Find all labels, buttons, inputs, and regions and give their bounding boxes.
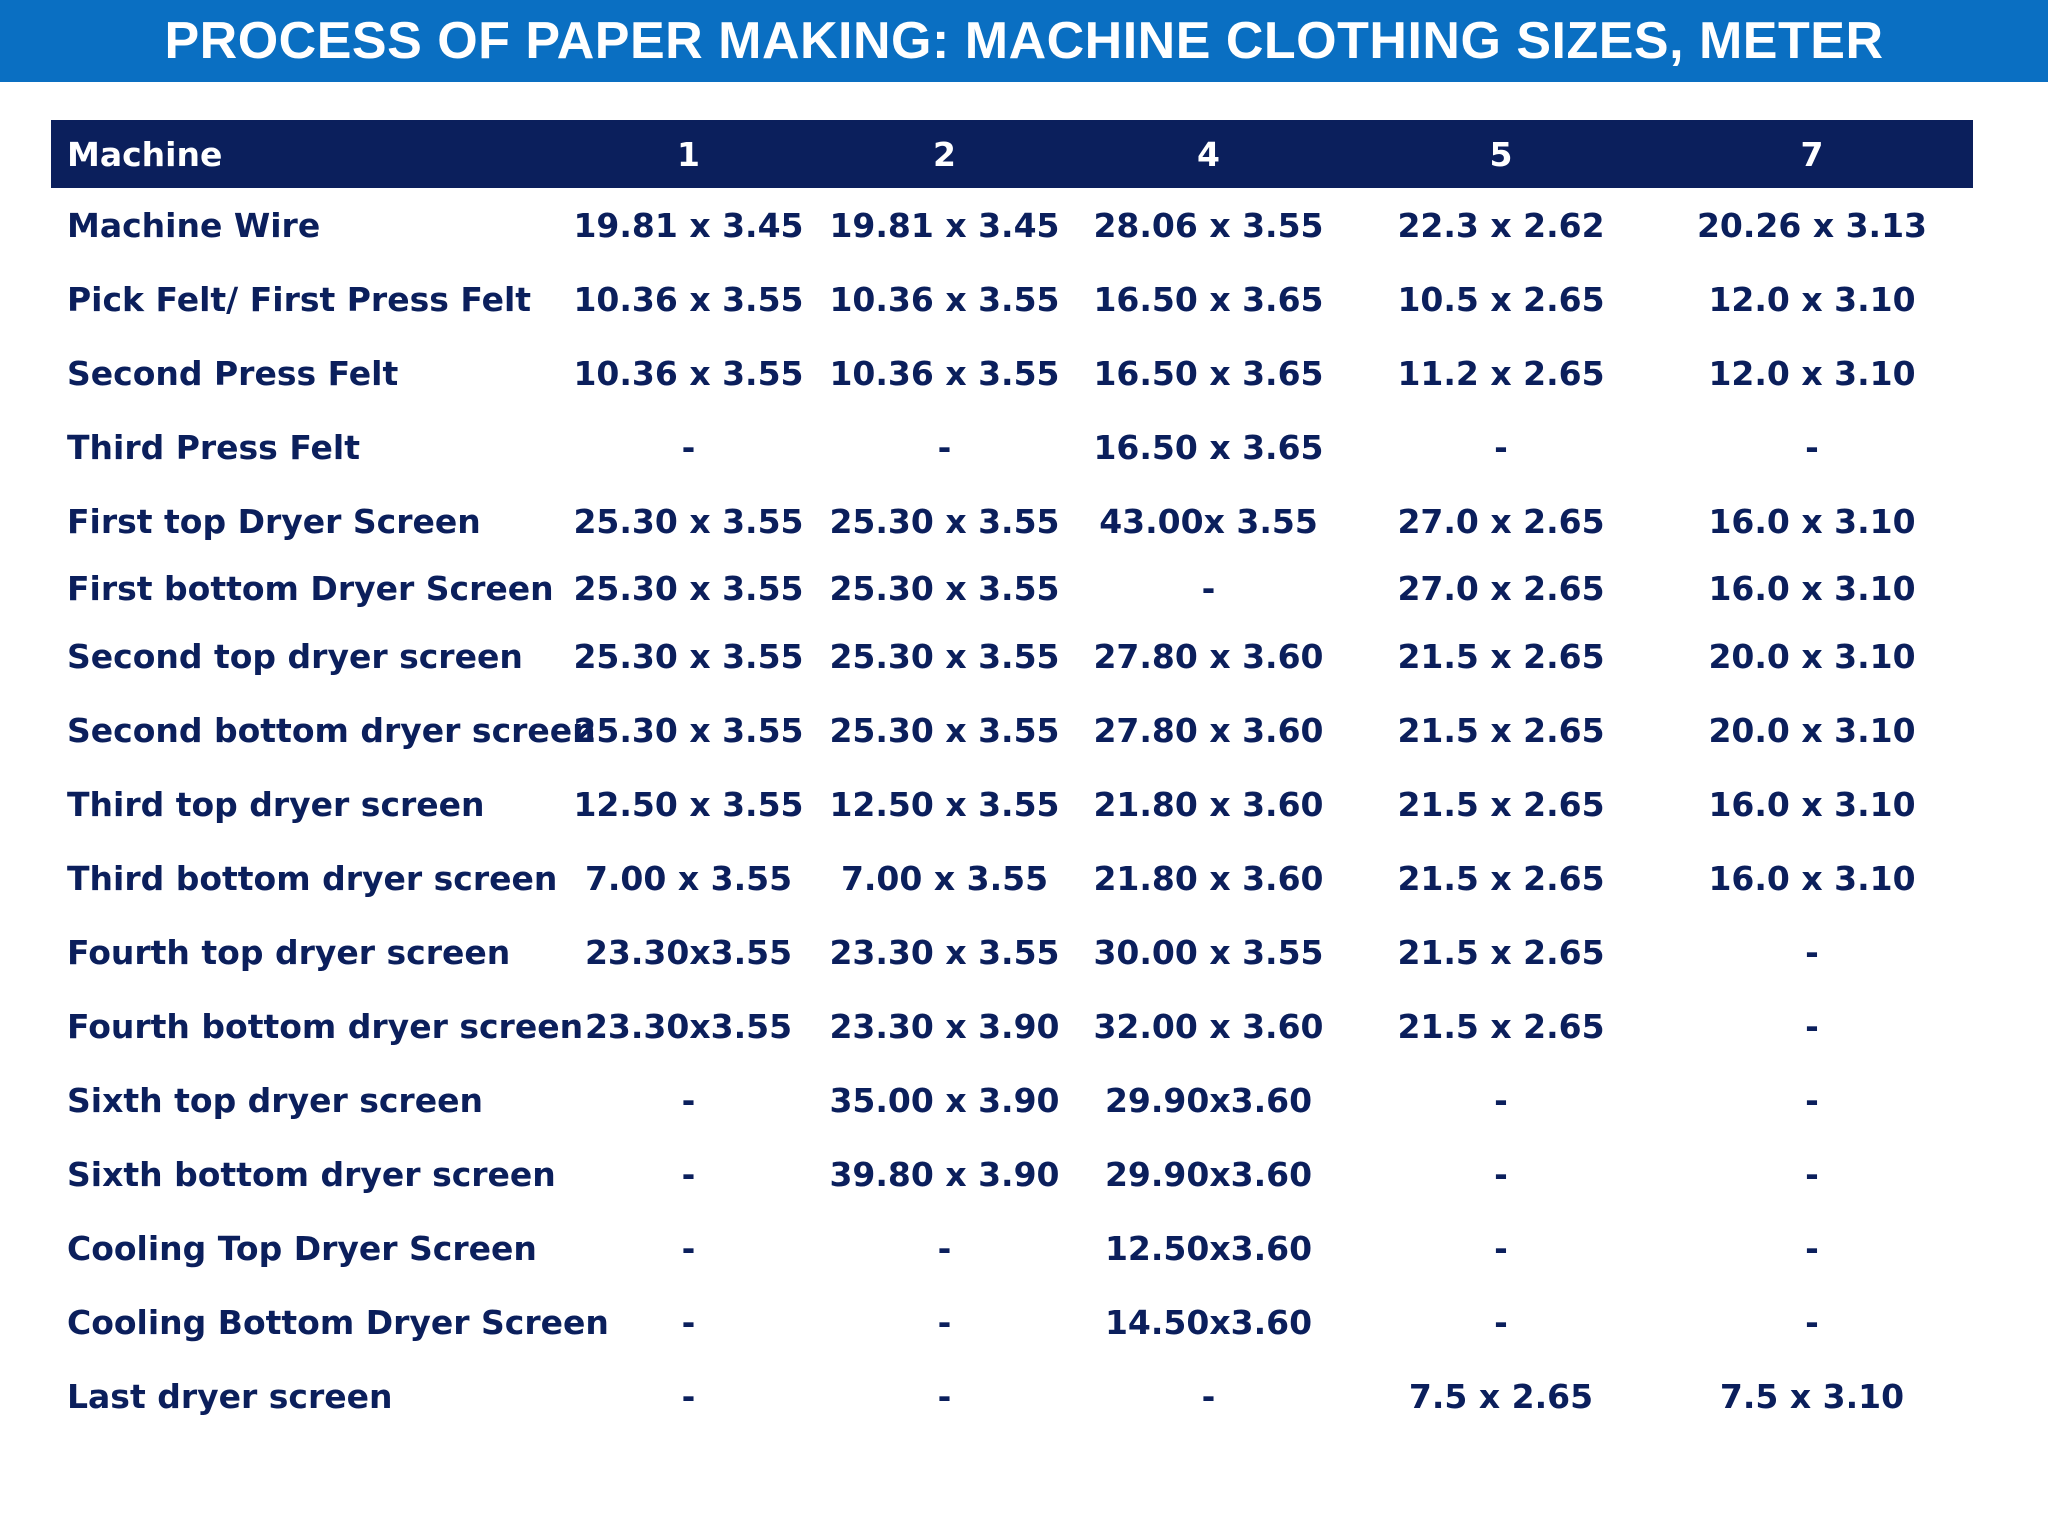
size-cell: 28.06 x 3.55 [1093,205,1324,245]
size-cell: - [681,1228,696,1268]
table-row [51,262,1973,336]
size-cell: - [681,1080,696,1120]
size-cell: 12.0 x 3.10 [1708,353,1916,393]
row-label: Sixth bottom dryer screen [67,1154,556,1194]
size-cell: - [681,427,696,467]
size-cell: 7.00 x 3.55 [840,858,1049,898]
size-cell: - [1494,427,1508,467]
size-cell: 21.5 x 2.65 [1397,932,1605,972]
row-label: First top Dryer Screen [67,501,481,541]
size-cell: 23.30 x 3.90 [829,1006,1060,1046]
size-cell: 27.80 x 3.60 [1093,636,1324,676]
table-row [51,558,1973,619]
header-machine-2: 2 [933,134,956,174]
header-machine: Machine [67,134,223,174]
size-cell: - [681,1302,696,1342]
size-cell: - [1805,1154,1819,1194]
size-cell: 22.3 x 2.62 [1397,205,1605,245]
size-cell: 25.30 x 3.55 [573,636,804,676]
size-cell: - [1201,569,1216,608]
size-cell: 43.00x 3.55 [1099,501,1318,541]
size-cell: 25.30 x 3.55 [829,501,1060,541]
size-cell: 10.36 x 3.55 [829,279,1060,319]
table-row [51,619,1973,693]
size-cell: 32.00 x 3.60 [1093,1006,1324,1046]
header-machine-4: 4 [1197,134,1220,174]
size-cell: 7.5 x 2.65 [1408,1376,1594,1416]
row-label: Last dryer screen [67,1376,393,1416]
row-label: Fourth bottom dryer screen [67,1006,584,1046]
row-label: Second bottom dryer screen [67,710,596,750]
size-cell: - [1494,1080,1508,1120]
size-cell: - [1494,1154,1508,1194]
size-cell: 27.0 x 2.65 [1397,569,1605,608]
size-cell: 21.5 x 2.65 [1397,784,1605,824]
row-label: Second top dryer screen [67,636,523,676]
size-cell: - [1805,427,1819,467]
row-label: Fourth top dryer screen [67,932,511,972]
table-row [51,767,1973,841]
table-row [51,1137,1973,1211]
size-cell: - [1805,932,1819,972]
size-cell: - [681,1154,696,1194]
row-label: Cooling Top Dryer Screen [67,1228,537,1268]
size-cell: 20.0 x 3.10 [1708,710,1916,750]
size-cell: 12.50 x 3.55 [829,784,1060,824]
table-header-row [51,120,1973,188]
table-row [51,188,1973,262]
size-cell: - [1805,1006,1819,1046]
size-cell: 16.50 x 3.65 [1093,353,1324,393]
size-cell: 23.30 x 3.55 [829,932,1060,972]
size-cell: 16.0 x 3.10 [1708,858,1916,898]
table-row [51,841,1973,915]
size-cell: 16.0 x 3.10 [1708,569,1916,608]
row-label: Third Press Felt [67,427,360,467]
size-cell: 7.00 x 3.55 [584,858,793,898]
size-cell: 7.5 x 3.10 [1719,1376,1905,1416]
size-cell: 21.5 x 2.65 [1397,1006,1605,1046]
table-row [51,336,1973,410]
size-cell: 16.0 x 3.10 [1708,501,1916,541]
size-cell: 10.36 x 3.55 [829,353,1060,393]
row-label: Third top dryer screen [67,784,485,824]
table-row [51,410,1973,484]
size-cell: 14.50x3.60 [1104,1302,1313,1342]
size-cell: 39.80 x 3.90 [829,1154,1060,1194]
size-cell: 25.30 x 3.55 [573,569,804,608]
row-label: First bottom Dryer Screen [67,569,554,608]
size-cell: 23.30x3.55 [584,1006,793,1046]
size-cell: 11.2 x 2.65 [1397,353,1605,393]
size-cell: 12.50 x 3.55 [573,784,804,824]
size-cell: 27.80 x 3.60 [1093,710,1324,750]
size-cell: 25.30 x 3.55 [573,501,804,541]
size-cell: - [1201,1376,1216,1416]
table-row [51,1211,1973,1285]
size-cell: 10.36 x 3.55 [573,353,804,393]
size-cell: 25.30 x 3.55 [829,636,1060,676]
table-row [51,1063,1973,1137]
size-cell: - [937,1302,952,1342]
row-label: Third bottom dryer screen [67,858,558,898]
size-cell: 21.80 x 3.60 [1093,858,1324,898]
size-cell: 21.5 x 2.65 [1397,636,1605,676]
size-cell: 21.80 x 3.60 [1093,784,1324,824]
table-row [51,989,1973,1063]
row-label: Cooling Bottom Dryer Screen [67,1302,609,1342]
size-cell: - [1805,1228,1819,1268]
size-cell: - [1805,1302,1819,1342]
size-cell: 10.36 x 3.55 [573,279,804,319]
header-machine-1: 1 [677,134,700,174]
table-row [51,1359,1973,1433]
size-cell: - [1494,1228,1508,1268]
size-cell: 20.26 x 3.13 [1696,205,1928,245]
size-cell: 29.90x3.60 [1104,1080,1313,1120]
size-cell: 16.0 x 3.10 [1708,784,1916,824]
size-cell: 19.81 x 3.45 [573,205,804,245]
size-cell: 21.5 x 2.65 [1397,710,1605,750]
size-cell: - [937,1376,952,1416]
size-cell: - [681,1376,696,1416]
size-cell: 21.5 x 2.65 [1397,858,1605,898]
table-row [51,915,1973,989]
size-cell: 25.30 x 3.55 [829,569,1060,608]
size-cell: - [937,427,952,467]
size-cell: 25.30 x 3.55 [573,710,804,750]
row-label: Second Press Felt [67,353,399,393]
size-cell: 16.50 x 3.65 [1093,427,1324,467]
size-cell: 29.90x3.60 [1104,1154,1313,1194]
size-cell: - [1805,1080,1819,1120]
row-label: Sixth top dryer screen [67,1080,483,1120]
page-title: PROCESS OF PAPER MAKING: MACHINE CLOTHING SIZES, METER [164,12,1884,70]
size-cell: 27.0 x 2.65 [1397,501,1605,541]
title-banner [0,0,2048,82]
header-machine-5: 5 [1489,134,1513,174]
size-cell: 30.00 x 3.55 [1093,932,1324,972]
size-cell: 20.0 x 3.10 [1708,636,1916,676]
table-row [51,693,1973,767]
size-cell: 16.50 x 3.65 [1093,279,1324,319]
size-cell: 19.81 x 3.45 [829,205,1060,245]
size-cell: 25.30 x 3.55 [829,710,1060,750]
table-row [51,484,1973,558]
size-cell: - [1494,1302,1508,1342]
table-body [51,188,1973,1433]
size-cell: 12.50x3.60 [1104,1228,1313,1268]
table-row [51,1285,1973,1359]
size-cell: - [937,1228,952,1268]
size-cell: 35.00 x 3.90 [829,1080,1060,1120]
row-label: Pick Felt/ First Press Felt [67,279,532,319]
size-cell: 23.30x3.55 [584,932,793,972]
size-cell: 12.0 x 3.10 [1708,279,1916,319]
clothing-sizes-table [51,120,1973,1433]
row-label: Machine Wire [67,205,321,245]
header-machine-7: 7 [1800,134,1824,174]
size-cell: 10.5 x 2.65 [1397,279,1605,319]
